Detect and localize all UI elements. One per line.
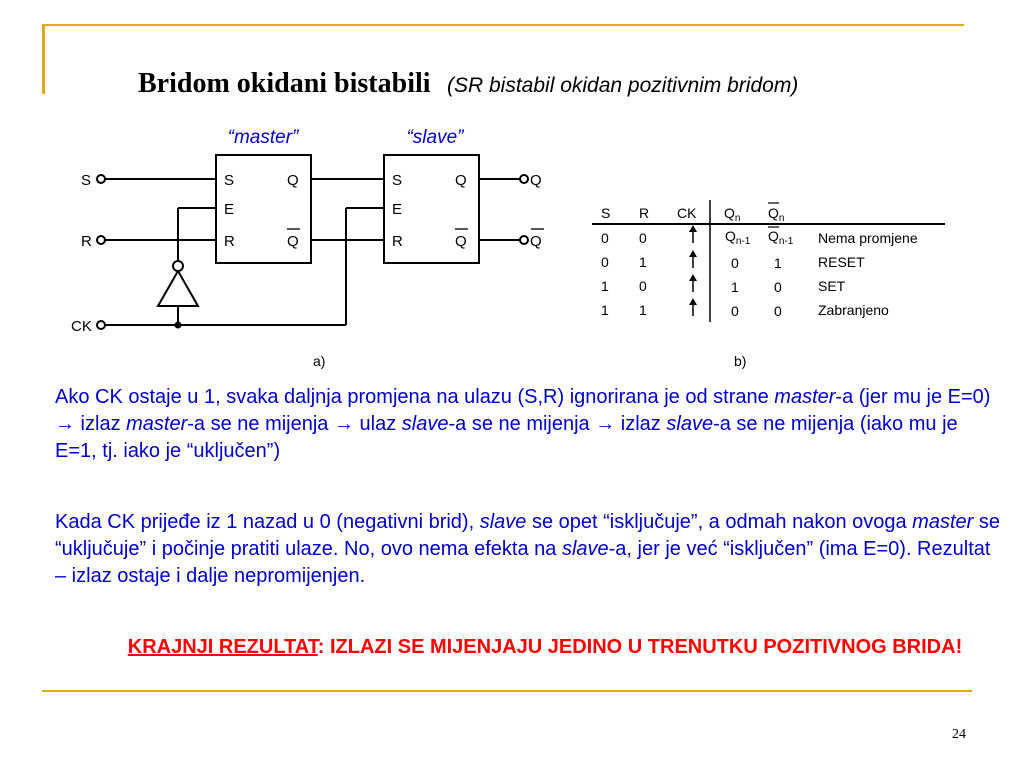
terminal-q <box>520 175 528 183</box>
inverter-bubble <box>173 261 183 271</box>
para2-text: -a, jer je već “isključen” (ima E=0). Rezultat – izlaz ostaje i dalje nepromijenjen. <box>55 538 991 587</box>
master-port-q: Q <box>287 172 299 189</box>
final-result-text: : IZLAZI SE MIJENJAJU JEDINO U TRENUTKU POZITIVNOG BRIDA! <box>317 636 963 658</box>
para1-text: Ako CK ostaje u 1, svaka daljnja promjena na ulazu (S,R) ignorirana je od strane <box>55 386 775 408</box>
para2-text: se “uključuje” i počinje pratiti ulaze. No, ovo nema efekta na <box>55 511 1000 560</box>
cell-r2-desc: RESET <box>818 254 865 270</box>
cell-r4-s: 1 <box>601 302 609 318</box>
paragraph-2 <box>55 509 1000 590</box>
circuit-diagram <box>0 0 1024 380</box>
terminal-ck <box>97 321 105 329</box>
master-port-s: S <box>224 172 235 189</box>
cell-r3-desc: SET <box>818 278 846 294</box>
terminal-s <box>97 175 105 183</box>
cell-r4-desc: Zabranjeno <box>818 302 889 318</box>
para2-italic: slave <box>479 511 527 533</box>
para1-text: -a (jer mu je E=0) → izlaz <box>55 386 991 435</box>
master-port-r: R <box>224 233 235 250</box>
para1-text: -a se ne mijenja → ulaz <box>187 413 402 435</box>
slave-port-s: S <box>392 172 403 189</box>
slave-port-e: E <box>392 201 403 218</box>
ck-junction-dot <box>175 322 182 329</box>
final-result <box>100 633 990 662</box>
page-number: 24 <box>952 727 966 742</box>
th-qn: $Q_n$ <box>724 205 741 224</box>
para2-italic: master <box>912 511 974 533</box>
decor-bottom-line <box>42 690 972 692</box>
cell-r4-q: 0 <box>731 303 739 319</box>
cell-r3-s: 1 <box>601 278 609 294</box>
cell-r3-qbar: 0 <box>774 279 782 295</box>
para1-text: -a se ne mijenja (iako mu je E=1, tj. iako je “uključen”) <box>55 413 958 462</box>
para1-italic: master <box>126 413 188 435</box>
cell-r3-q: 1 <box>731 279 739 295</box>
cell-r4-qbar: 0 <box>774 303 782 319</box>
para2-italic: slave <box>561 538 609 560</box>
th-ck: CK <box>677 205 697 221</box>
master-port-e: E <box>224 201 235 218</box>
cell-r2-qbar: 1 <box>774 255 782 271</box>
slide-title: Bridom okidani bistabili <box>138 68 431 99</box>
inverter-triangle <box>158 271 198 306</box>
cell-r3-r: 0 <box>639 278 647 294</box>
rising-edge-icon <box>689 274 697 292</box>
truth-table <box>592 200 945 322</box>
slide-subtitle: (SR bistabil okidan pozitivnim bridom) <box>447 74 799 97</box>
final-result-label: KRAJNJI REZULTAT <box>127 636 318 658</box>
caption-b: b) <box>734 353 747 369</box>
input-ck-label: CK <box>71 318 92 335</box>
slave-port-q: Q <box>455 172 467 189</box>
terminal-r <box>97 236 105 244</box>
para2-text: se opet “isključuje”, a odmah nakon ovoga <box>526 511 913 533</box>
output-q-label: Q <box>530 172 542 189</box>
cell-r4-r: 1 <box>639 302 647 318</box>
cell-r1-desc: Nema promjene <box>818 230 918 246</box>
master-port-qbar: Q <box>287 233 299 250</box>
cell-r2-s: 0 <box>601 254 609 270</box>
cell-r1-qbar: $Q_{n-1}$ <box>768 228 794 247</box>
rising-edge-icon <box>689 250 697 268</box>
para1-italic: slave <box>401 413 449 435</box>
th-qbarn: $Q_n$ <box>768 205 785 224</box>
slave-port-qbar: Q <box>455 233 467 250</box>
para2-text: Kada CK prijeđe iz 1 nazad u 0 (negativni brid), <box>55 511 480 533</box>
caption-a: a) <box>313 353 326 369</box>
th-r: R <box>639 205 650 221</box>
paragraph-1 <box>55 384 1000 465</box>
para1-italic: master <box>774 386 836 408</box>
para1-italic: slave <box>666 413 714 435</box>
cell-r2-q: 0 <box>731 255 739 271</box>
cell-r1-r: 0 <box>639 230 647 246</box>
th-s: S <box>601 205 611 221</box>
master-label: “master” <box>227 127 299 148</box>
rising-edge-icon <box>689 225 697 243</box>
input-r-label: R <box>81 233 92 250</box>
para1-text: -a se ne mijenja → izlaz <box>448 413 667 435</box>
cell-r1-q: $Q_{n-1}$ <box>725 228 751 247</box>
input-s-label: S <box>81 172 92 189</box>
slave-label: “slave” <box>406 127 464 148</box>
cell-r2-r: 1 <box>639 254 647 270</box>
output-qbar-label: Q <box>530 233 542 250</box>
rising-edge-icon <box>689 298 697 316</box>
terminal-qbar <box>520 236 528 244</box>
cell-r1-s: 0 <box>601 230 609 246</box>
slave-port-r: R <box>392 233 403 250</box>
